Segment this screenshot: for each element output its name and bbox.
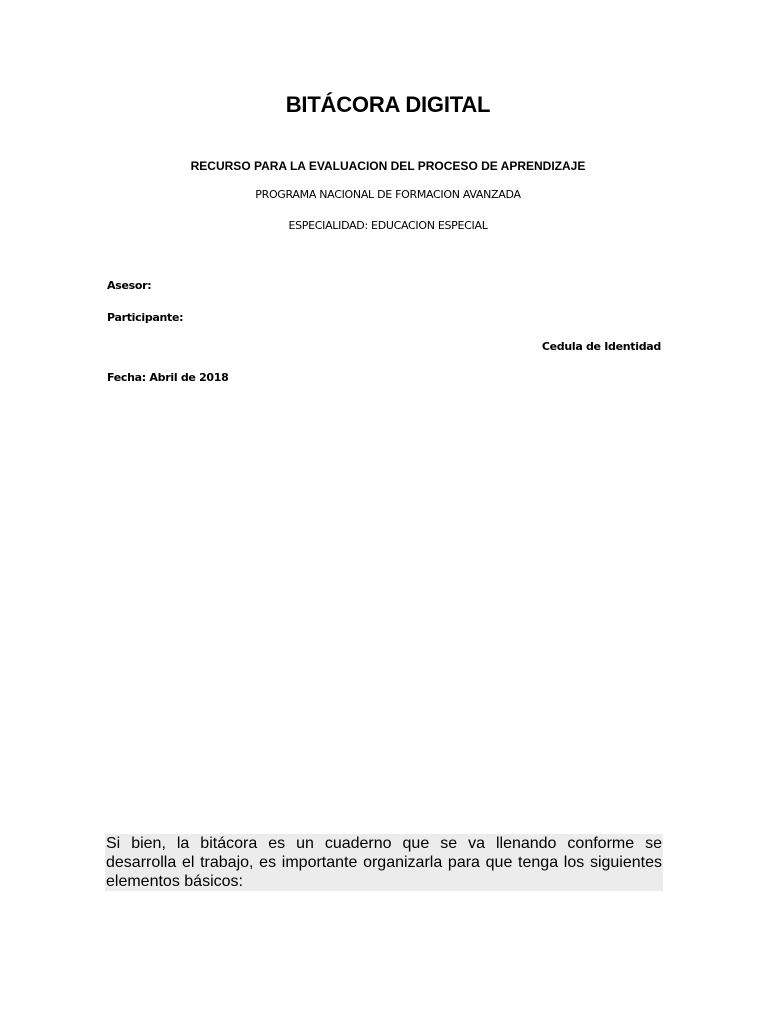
asesor-label: Asesor: bbox=[107, 279, 152, 292]
participante-label: Participante: bbox=[107, 311, 184, 324]
paragraph-line: elementos básicos: bbox=[106, 873, 243, 890]
document-subtitle: RECURSO PARA LA EVALUACION DEL PROCESO DE APRENDIZAJE bbox=[190, 159, 586, 173]
paragraph-line: Si bien, la bitácora es un cuaderno que se va llenando conforme se bbox=[106, 835, 662, 852]
highlighted-paragraph bbox=[105, 834, 663, 891]
specialty-name: ESPECIALIDAD: EDUCACION ESPECIAL bbox=[288, 219, 488, 232]
program-name: PROGRAMA NACIONAL DE FORMACION AVANZADA bbox=[255, 188, 521, 201]
paragraph-line: desarrolla el trabajo, es importante organizarla para que tenga los siguientes bbox=[106, 854, 662, 871]
cedula-label: Cedula de Identidad bbox=[541, 340, 661, 353]
fecha-label: Fecha: Abril de 2018 bbox=[107, 371, 229, 384]
document-title: BITÁCORA DIGITAL bbox=[285, 92, 491, 117]
